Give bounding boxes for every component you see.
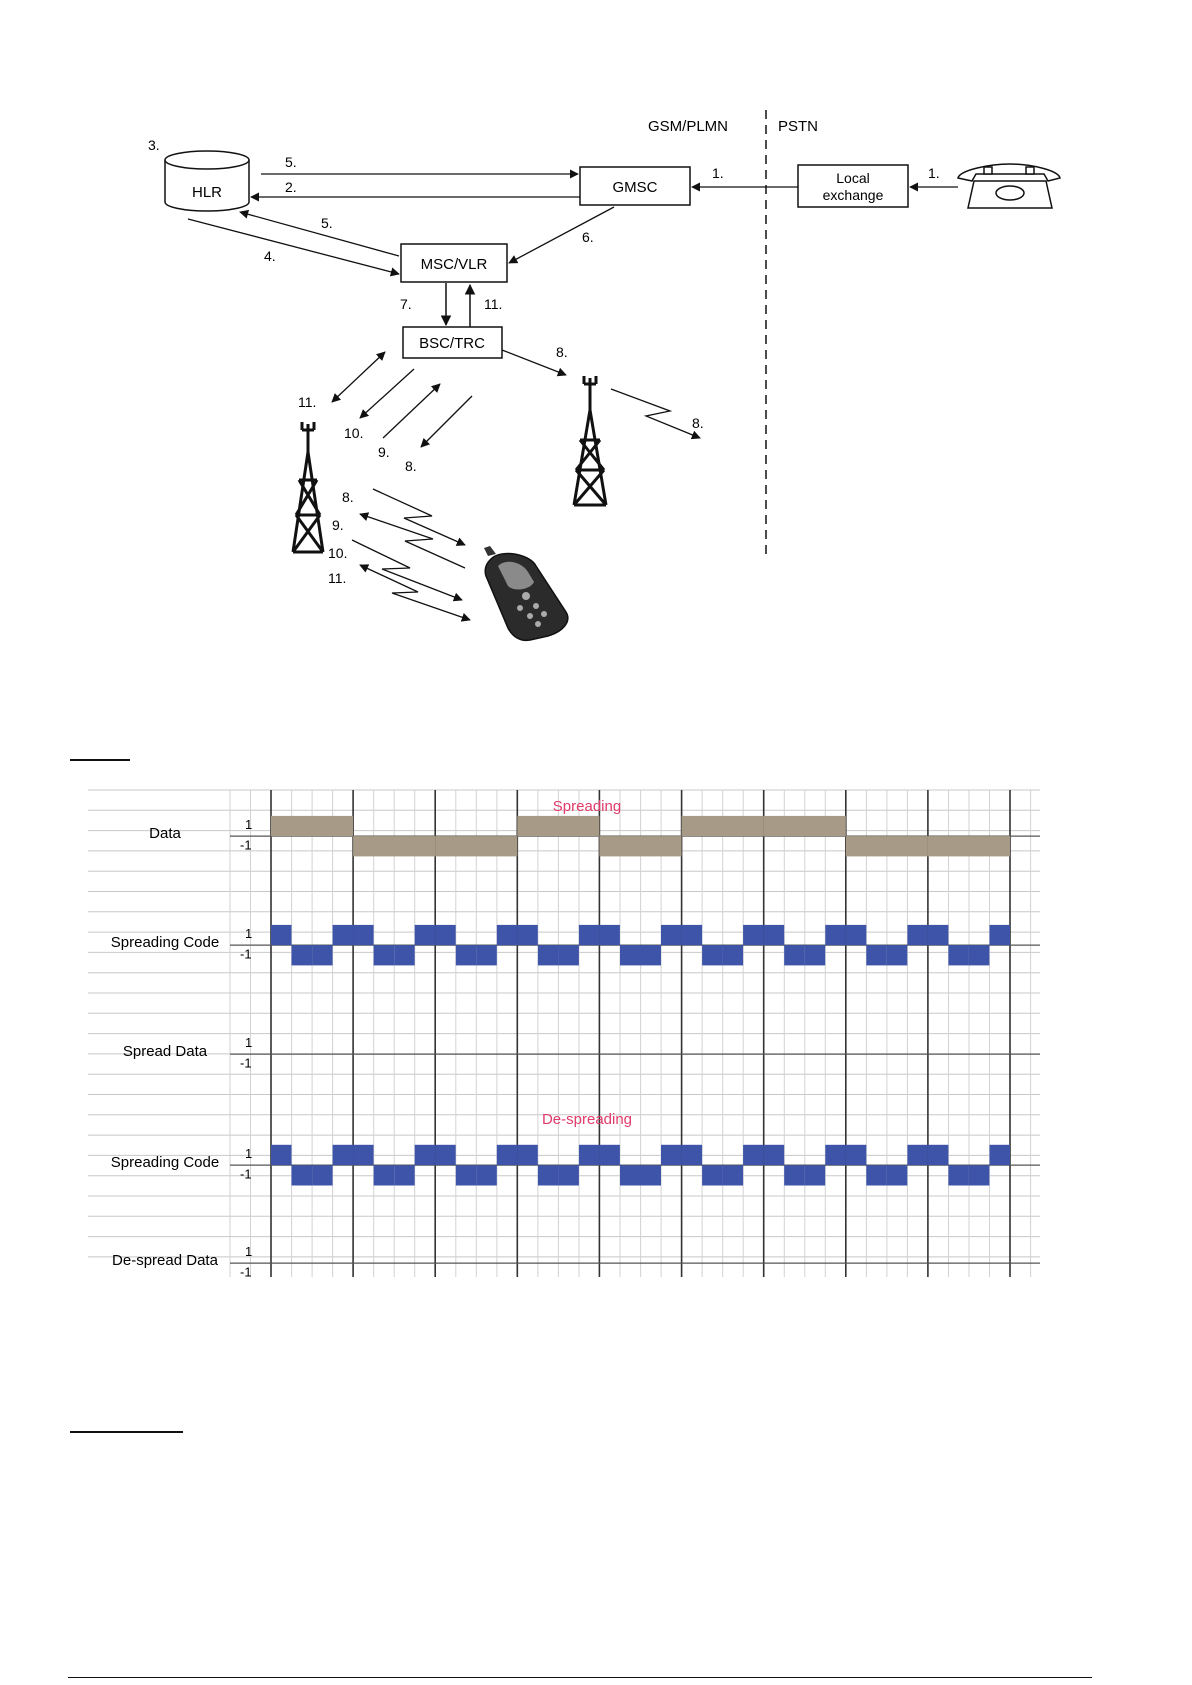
signal-level-mark [353,925,374,945]
signal-level-mark [517,816,599,836]
signal-level-mark [394,1165,415,1185]
signal-level-mark [292,945,313,965]
signal-level-mark [620,1165,641,1185]
bsc-trc-label: BSC/TRC [419,335,485,352]
signal-level-mark [435,1145,456,1165]
signal-level-mark [743,925,764,945]
arrow-link-8 [421,396,472,447]
step-label: 11. [484,296,503,312]
domain-label-gsm: GSM/PLMN [648,118,729,135]
signal-level-mark [969,1165,990,1185]
step-label: 11. [298,394,317,410]
radio-link-10 [352,540,462,600]
signal-level-mark [271,816,353,836]
signal-level-mark [353,1145,374,1165]
page-footer-rule [68,1677,1092,1678]
signal-level-mark [374,945,395,965]
step-label: 11. [328,570,347,586]
signal-level-mark [497,925,518,945]
hlr-label: HLR [191,184,223,201]
step-label: 10. [328,545,348,561]
level-label-low: -1 [240,1055,252,1071]
trace-label: Spreading Code [110,1154,220,1172]
signal-level-mark [517,1145,538,1165]
level-label-high: 1 [245,926,253,941]
signal-level-mark [435,925,456,945]
signal-level-mark [661,1145,682,1165]
level-label-high: 1 [245,1244,253,1259]
signal-level-mark [702,1165,723,1185]
signal-level-mark [476,945,497,965]
step-label: 6. [582,229,594,245]
step-label: 9. [378,444,390,460]
signal-level-mark [743,1145,764,1165]
signal-level-mark [333,1145,354,1165]
signal-level-mark [969,945,990,965]
signal-level-mark [661,925,682,945]
step-label: 8. [342,489,354,505]
step-label: 8. [556,344,568,360]
gmsc-label: GMSC [612,179,658,196]
domain-label-pstn: PSTN [778,118,819,135]
arrow-link-9 [383,384,440,438]
dsss-spreading-chart [0,780,1192,1300]
telephone-icon [958,164,1060,208]
signal-level-mark [846,836,928,856]
trace-label: Spread Data [122,1043,208,1061]
signal-level-mark [517,925,538,945]
level-label-high: 1 [245,1035,253,1050]
signal-level-mark [887,945,908,965]
step-label: 5. [321,215,333,231]
signal-level-mark [476,1165,497,1185]
signal-level-mark [620,945,641,965]
signal-level-mark [641,1165,662,1185]
arrow-link-11 [332,352,385,402]
signal-level-mark [928,1145,949,1165]
signal-level-mark [374,1165,395,1185]
step-label: 7. [400,296,412,312]
signal-level-mark [558,1165,579,1185]
step-label: 2. [285,179,297,195]
signal-level-mark [866,945,887,965]
signal-level-mark [538,945,559,965]
local-exchange-label-2: exchange [822,187,884,203]
signal-level-mark [558,945,579,965]
signal-level-mark [435,836,517,856]
signal-level-mark [312,1165,333,1185]
signal-level-mark [538,1165,559,1185]
signal-level-mark [456,1165,477,1185]
msc-vlr-label: MSC/VLR [420,256,488,273]
step-label: 1. [712,165,724,181]
step-label: 10. [344,425,364,441]
chart-heading-despreading: De-spreading [541,1111,633,1128]
signal-level-mark [702,945,723,965]
chart-heading-spreading: Spreading [552,798,622,815]
radio-link-11 [360,565,470,620]
signal-level-mark [579,925,600,945]
step-label: 3. [148,137,160,153]
signal-level-mark [846,925,867,945]
signal-level-mark [948,945,969,965]
signal-level-mark [394,945,415,965]
signal-level-mark [333,925,354,945]
signal-level-mark [415,1145,436,1165]
arrow-link-10 [360,369,414,418]
signal-level-mark [456,945,477,965]
signal-level-mark [825,1145,846,1165]
step-label: 8. [405,458,417,474]
signal-level-mark [887,1165,908,1185]
signal-level-mark [579,1145,600,1165]
level-label-low: -1 [240,946,252,962]
signal-level-mark [599,1145,620,1165]
level-label-low: -1 [240,837,252,853]
signal-level-mark [682,925,703,945]
signal-level-mark [312,945,333,965]
signal-level-mark [353,836,435,856]
heading-underline [70,1431,183,1433]
signal-level-mark [990,1145,1011,1165]
signal-level-mark [599,836,681,856]
signal-level-mark [805,945,826,965]
arrow-gmsc-to-msc [509,207,614,263]
step-label: 5. [285,154,297,170]
trace-label: Spreading Code [110,934,220,952]
signal-level-mark [990,925,1011,945]
mobile-phone-icon [484,546,568,640]
signal-level-mark [641,945,662,965]
signal-level-mark [825,925,846,945]
signal-level-mark [784,1165,805,1185]
level-label-low: -1 [240,1166,252,1182]
hlr-node [165,151,249,211]
step-label: 4. [264,248,276,264]
trace-label: De-spread Data [112,1252,218,1270]
signal-level-mark [846,1145,867,1165]
chart-labels [111,817,252,1279]
signal-level-mark [907,925,928,945]
signal-level-mark [497,1145,518,1165]
signal-level-mark [764,1145,785,1165]
signal-level-mark [682,816,764,836]
signal-level-mark [415,925,436,945]
signal-level-mark [764,816,846,836]
right-tower-icon [574,376,606,505]
signal-level-mark [907,1145,928,1165]
signal-level-mark [682,1145,703,1165]
signal-level-mark [271,1145,292,1165]
signal-level-mark [723,945,744,965]
local-exchange-label-1: Local [836,170,870,186]
heading-underline [70,759,130,761]
step-label: 9. [332,517,344,533]
signal-level-mark [928,925,949,945]
signal-level-mark [928,836,1010,856]
radio-link-right [611,389,700,438]
chart-grid [88,790,1040,1280]
gsm-network-diagram [0,0,1192,660]
signal-level-mark [764,925,785,945]
signal-level-mark [723,1165,744,1185]
signal-level-mark [271,925,292,945]
level-label-high: 1 [245,817,253,832]
left-tower-icon [293,422,323,552]
signal-level-mark [805,1165,826,1185]
step-label: 1. [928,165,940,181]
level-label-low: -1 [240,1264,252,1280]
signal-level-mark [784,945,805,965]
signal-level-mark [599,925,620,945]
signal-level-mark [948,1165,969,1185]
trace-label: Data [149,825,181,843]
radio-link-8 [373,489,465,545]
step-label: 8. [692,415,704,431]
signal-level-mark [866,1165,887,1185]
signal-level-mark [292,1165,313,1185]
level-label-high: 1 [245,1146,253,1161]
